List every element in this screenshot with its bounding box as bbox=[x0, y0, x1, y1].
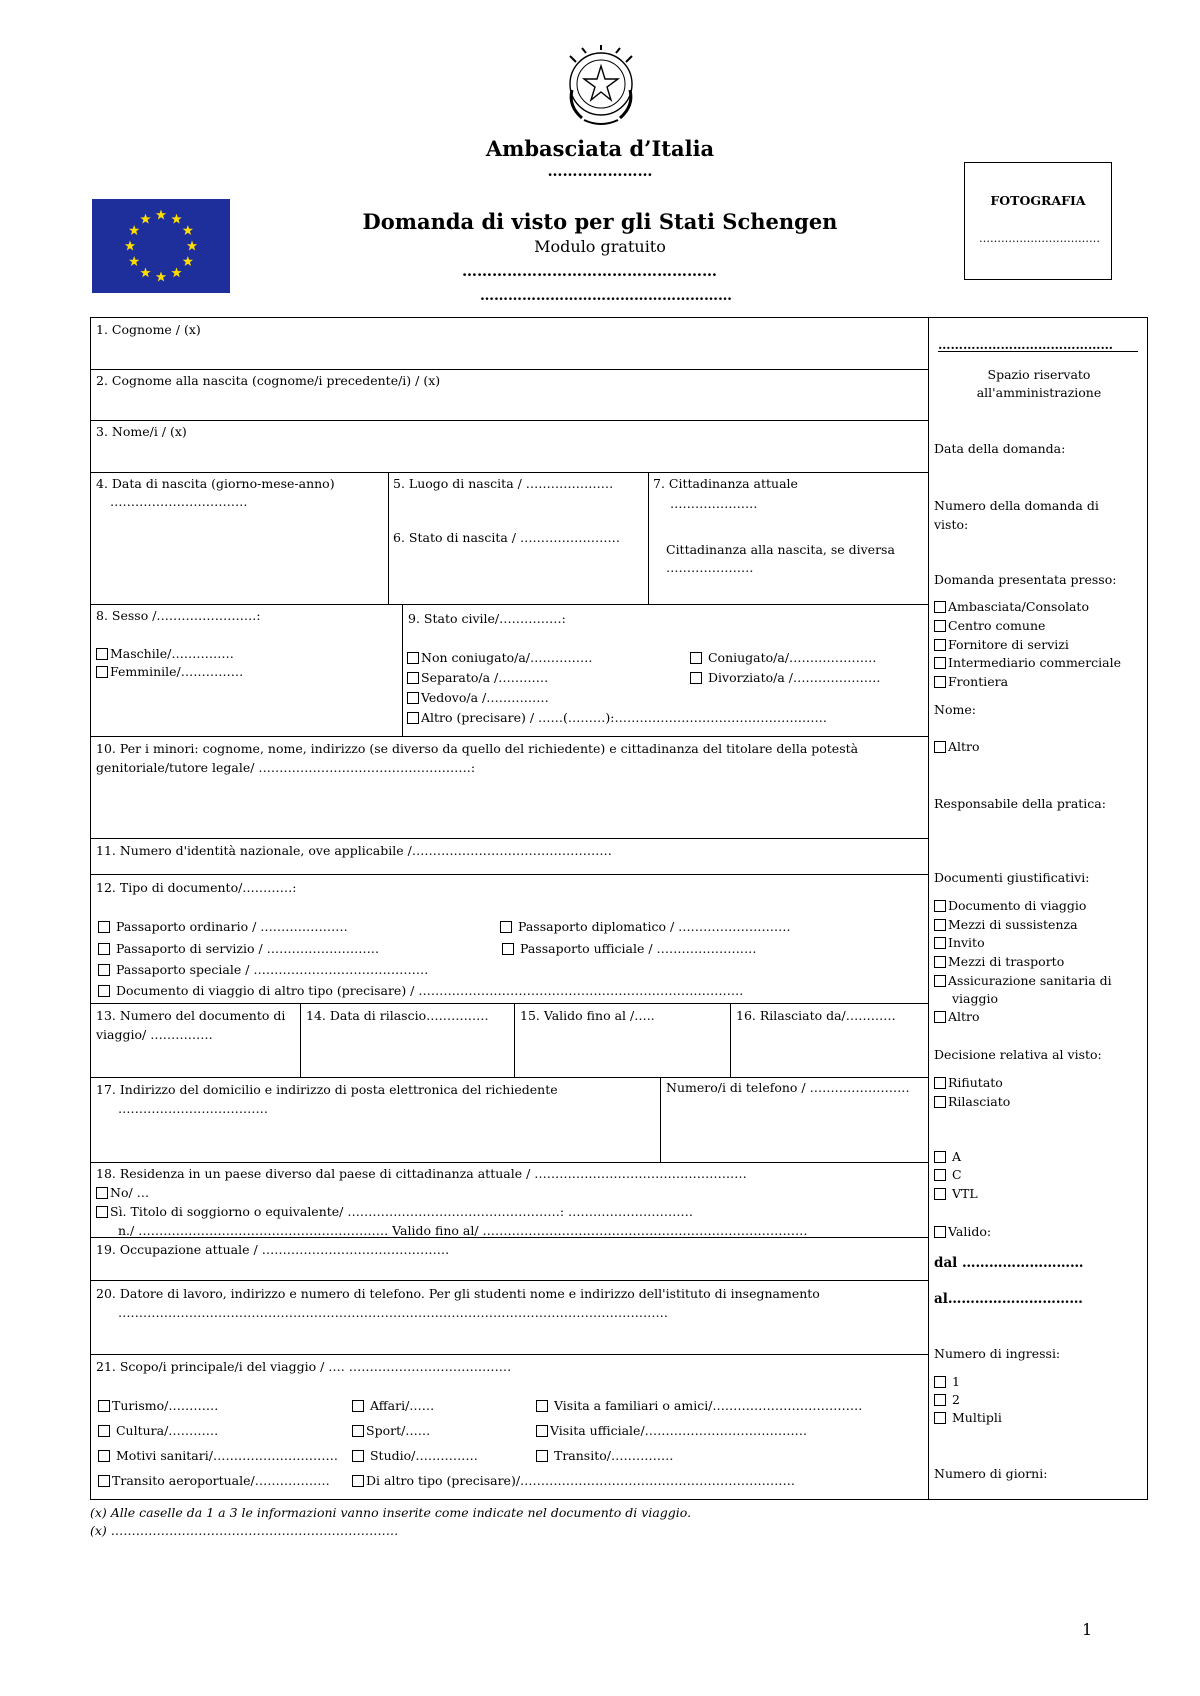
checkbox[interactable] bbox=[98, 1400, 110, 1412]
checkbox[interactable] bbox=[352, 1400, 364, 1412]
visa-type-a-option[interactable]: A bbox=[934, 1149, 961, 1164]
checkbox[interactable] bbox=[934, 676, 946, 688]
submitted-embassy-option[interactable]: Ambasciata/Consolato bbox=[934, 599, 1089, 614]
checkbox[interactable] bbox=[934, 1151, 946, 1163]
field-8-sex: 8. Sesso /……………………: bbox=[96, 608, 261, 623]
checkbox[interactable] bbox=[536, 1450, 548, 1462]
checkbox[interactable] bbox=[96, 666, 108, 678]
name-label: Nome: bbox=[934, 702, 976, 717]
checkbox[interactable] bbox=[96, 1187, 108, 1199]
field-7-birth-citizenship[interactable]: Cittadinanza alla nascita, se diversa bbox=[666, 542, 895, 557]
checkbox[interactable] bbox=[500, 921, 512, 933]
header-dots-2: ……………………………………………… bbox=[480, 288, 732, 304]
residence-yes-option[interactable]: Sì. Titolo di soggiorno o equivalente/ ……………………………………………: ………………………… bbox=[96, 1204, 693, 1219]
checkbox[interactable] bbox=[98, 1425, 110, 1437]
field-7-citizenship[interactable]: 7. Cittadinanza attuale bbox=[653, 476, 798, 491]
embassy-dots: ………………… bbox=[547, 162, 653, 180]
checkbox[interactable] bbox=[407, 652, 419, 664]
doc-insurance-option[interactable]: Assicurazione sanitaria di bbox=[934, 973, 1112, 988]
checkbox[interactable] bbox=[352, 1475, 364, 1487]
checkbox[interactable] bbox=[934, 1376, 946, 1388]
sidebar-dots: …………………………………… bbox=[938, 337, 1113, 352]
field-7-dots: ………………… bbox=[670, 496, 758, 511]
visa-type-vtl-option[interactable]: VTL bbox=[934, 1186, 978, 1201]
field-19-occupation[interactable]: 19. Occupazione attuale / ……………………………………… bbox=[96, 1242, 450, 1257]
field-4-birth-date[interactable]: 4. Data di nascita (giorno-mese-anno) bbox=[96, 476, 335, 491]
submitted-common-center-option[interactable]: Centro comune bbox=[934, 618, 1045, 633]
field-20-dots: …………………………………………………………………………………………………………………… bbox=[118, 1305, 668, 1320]
checkbox[interactable] bbox=[352, 1425, 364, 1437]
marital-widowed-option[interactable]: Vedovo/a /…………… bbox=[407, 690, 549, 705]
checkbox[interactable] bbox=[934, 937, 946, 949]
checkbox[interactable] bbox=[934, 956, 946, 968]
purpose-business-option[interactable]: Affari/…… bbox=[352, 1398, 434, 1413]
doc-service-passport-option[interactable]: Passaporto di servizio / ……………………… bbox=[98, 941, 379, 956]
field-5-birth-place[interactable]: 5. Luogo di nascita / ………………… bbox=[393, 476, 614, 491]
eu-star-icon bbox=[171, 267, 181, 277]
checkbox[interactable] bbox=[934, 1188, 946, 1200]
visa-decision-label: Decisione relativa al visto: bbox=[934, 1047, 1102, 1062]
purpose-transit-option[interactable]: Transito/…………… bbox=[536, 1448, 673, 1463]
purpose-airport-transit-option[interactable]: Transito aeroportuale/……………… bbox=[98, 1473, 330, 1488]
field-13-line2: viaggio/ …………… bbox=[96, 1027, 213, 1042]
marital-other-option[interactable]: Altro (precisare) / ……(………):…………………………………………… bbox=[407, 710, 827, 725]
checkbox[interactable] bbox=[352, 1450, 364, 1462]
field-18-residence: 18. Residenza in un paese diverso dal paese di cittadinanza attuale / …………………………………………… bbox=[96, 1166, 747, 1181]
purpose-culture-option[interactable]: Cultura/………… bbox=[98, 1423, 218, 1438]
entries-1-option[interactable]: 1 bbox=[934, 1374, 960, 1389]
checkbox[interactable] bbox=[536, 1400, 548, 1412]
submitted-at-label: Domanda presentata presso: bbox=[934, 572, 1117, 587]
checkbox[interactable] bbox=[407, 692, 419, 704]
photo-dots: …………………………… bbox=[979, 232, 1100, 245]
doc-diplomatic-passport-option[interactable]: Passaporto diplomatico / ……………………… bbox=[500, 919, 791, 934]
footnote-1: (x) Alle caselle da 1 a 3 le informazioni vanno inserite come indicate nel documento di viaggio. bbox=[90, 1505, 692, 1520]
submitted-service-provider-option[interactable]: Fornitore di servizi bbox=[934, 637, 1069, 652]
field-7b-dots: ………………… bbox=[666, 560, 754, 575]
checkbox[interactable] bbox=[690, 652, 702, 664]
field-20-employer[interactable]: 20. Datore di lavoro, indirizzo e numero di telefono. Per gli studenti nome e indirizzo dell'istituto di insegnamento bbox=[96, 1286, 820, 1301]
purpose-sport-option[interactable]: Sport/…… bbox=[352, 1423, 430, 1438]
purpose-official-visit-option[interactable]: Visita ufficiale/………………………………… bbox=[536, 1423, 807, 1438]
page-number: 1 bbox=[1082, 1620, 1093, 1639]
field-17-address[interactable]: 17. Indirizzo del domicilio e indirizzo di posta elettronica del richiedente bbox=[96, 1082, 558, 1097]
eu-star-icon bbox=[183, 256, 193, 266]
field-10-minors-line2: genitoriale/tutore legale/ ……………………………………………: bbox=[96, 760, 476, 775]
doc-transport-option[interactable]: Mezzi di trasporto bbox=[934, 954, 1064, 969]
doc-other-option[interactable]: Altro bbox=[934, 1009, 980, 1024]
field-15-valid-until[interactable]: 15. Valido fino al /….. bbox=[520, 1008, 655, 1023]
embassy-name: Ambasciata d’Italia bbox=[485, 136, 715, 161]
marital-separated-option[interactable]: Separato/a /………… bbox=[407, 670, 548, 685]
checkbox[interactable] bbox=[934, 601, 946, 613]
sex-female-option[interactable]: Femminile/…………… bbox=[96, 664, 243, 679]
marital-unmarried-option[interactable]: Non coniugato/a/…………… bbox=[407, 650, 593, 665]
field-17-phone[interactable]: Numero/i di telefono / …………………… bbox=[666, 1080, 910, 1095]
application-number-label-2: visto: bbox=[934, 517, 969, 532]
submitted-other-option[interactable]: Altro bbox=[934, 739, 980, 754]
field-3-name[interactable]: 3. Nome/i / (x) bbox=[96, 424, 187, 439]
checkbox[interactable] bbox=[536, 1425, 548, 1437]
purpose-family-visit-option[interactable]: Visita a familiari o amici/……………………………… bbox=[536, 1398, 862, 1413]
entries-2-option[interactable]: 2 bbox=[934, 1392, 960, 1407]
eu-star-icon bbox=[140, 267, 150, 277]
checkbox[interactable] bbox=[934, 1077, 946, 1089]
field-14-issue-date[interactable]: 14. Data di rilascio…………… bbox=[306, 1008, 489, 1023]
checkbox[interactable] bbox=[934, 741, 946, 753]
supporting-documents-label: Documenti giustificativi: bbox=[934, 870, 1090, 885]
field-6-birth-country[interactable]: 6. Stato di nascita / …………………… bbox=[393, 530, 620, 545]
checkbox[interactable] bbox=[98, 943, 110, 955]
checkbox[interactable] bbox=[96, 648, 108, 660]
form-title: Domanda di visto per gli Stati Schengen bbox=[362, 209, 838, 234]
submitted-border-option[interactable]: Frontiera bbox=[934, 674, 1008, 689]
checkbox[interactable] bbox=[934, 1394, 946, 1406]
reserved-space-line2: all'amministrazione bbox=[976, 385, 1102, 400]
checkbox[interactable] bbox=[934, 1169, 946, 1181]
residence-no-option[interactable]: No/ … bbox=[96, 1185, 149, 1200]
number-of-days-label: Numero di giorni: bbox=[934, 1466, 1048, 1481]
checkbox[interactable] bbox=[934, 919, 946, 931]
photo-box bbox=[964, 162, 1112, 280]
purpose-tourism-option[interactable]: Turismo/………… bbox=[98, 1398, 218, 1413]
application-date-label: Data della domanda: bbox=[934, 441, 1066, 456]
field-13-doc-number[interactable]: 13. Numero del documento di bbox=[96, 1008, 286, 1023]
checkbox[interactable] bbox=[98, 985, 110, 997]
checkbox[interactable] bbox=[934, 900, 946, 912]
application-number-label: Numero della domanda di bbox=[934, 498, 1099, 513]
decision-issued-option[interactable]: Rilasciato bbox=[934, 1094, 1010, 1109]
checkbox[interactable] bbox=[407, 712, 419, 724]
field-12-document-type: 12. Tipo di documento/…………: bbox=[96, 880, 297, 895]
checkbox[interactable] bbox=[934, 1412, 946, 1424]
field-9-marital-status: 9. Stato civile/……………: bbox=[408, 611, 566, 626]
checkbox[interactable] bbox=[934, 1096, 946, 1108]
submitted-intermediary-option[interactable]: Intermediario commerciale bbox=[934, 655, 1121, 670]
doc-ordinary-passport-option[interactable]: Passaporto ordinario / ………………… bbox=[98, 919, 348, 934]
field-1-surname[interactable]: 1. Cognome / (x) bbox=[96, 322, 201, 337]
field-10-minors-line1[interactable]: 10. Per i minori: cognome, nome, indirizzo (se diverso da quello del richiedente) e cittadinanza del titolare della potestà bbox=[96, 741, 859, 756]
checkbox[interactable] bbox=[690, 672, 702, 684]
photo-label: FOTOGRAFIA bbox=[990, 193, 1086, 208]
doc-means-subsistence-option[interactable]: Mezzi di sussistenza bbox=[934, 917, 1078, 932]
valid-from-field[interactable]: dal ……………………… bbox=[934, 1255, 1084, 1271]
form-subtitle: Modulo gratuito bbox=[534, 237, 666, 256]
eu-star-icon bbox=[156, 272, 166, 282]
residence-number-line[interactable]: n./ …………………………………………………… Valido fino al/ …………………………………………………………………… bbox=[118, 1223, 808, 1238]
checkbox[interactable] bbox=[98, 1475, 110, 1487]
checkbox[interactable] bbox=[98, 921, 110, 933]
checkbox[interactable] bbox=[934, 657, 946, 669]
purpose-other-option[interactable]: Di altro tipo (precisare)/………………………………………………………… bbox=[352, 1473, 795, 1488]
doc-official-passport-option[interactable]: Passaporto ufficiale / …………………… bbox=[502, 941, 757, 956]
field-4-dots: …………………………… bbox=[110, 494, 248, 509]
footnote-2: (x) …………………………………………………………… bbox=[90, 1523, 399, 1538]
checkbox[interactable] bbox=[502, 943, 514, 955]
field-11-national-id[interactable]: 11. Numero d'identità nazionale, ove applicabile /………………………………………… bbox=[96, 843, 612, 858]
checkbox[interactable] bbox=[934, 620, 946, 632]
checkbox[interactable] bbox=[934, 975, 946, 987]
valid-option[interactable]: Valido: bbox=[934, 1224, 991, 1239]
field-17-dots: ……………………………… bbox=[118, 1101, 268, 1116]
checkbox[interactable] bbox=[98, 1450, 110, 1462]
doc-other-option[interactable]: Documento di viaggio di altro tipo (precisare) / …………………………………………………………………… bbox=[98, 983, 743, 998]
italian-emblem-icon bbox=[562, 44, 640, 130]
decision-refused-option[interactable]: Rifiutato bbox=[934, 1075, 1003, 1090]
marital-married-option[interactable]: Coniugato/a/………………… bbox=[690, 650, 877, 665]
visa-type-c-option[interactable]: C bbox=[934, 1167, 962, 1182]
field-21-purpose: 21. Scopo/i principale/i del viaggio / …. ………………………………… bbox=[96, 1359, 512, 1374]
eu-star-icon bbox=[129, 256, 139, 266]
checkbox[interactable] bbox=[407, 672, 419, 684]
sex-male-option[interactable]: Maschile/…………… bbox=[96, 646, 234, 661]
header-dots-1: …………………………………………… bbox=[462, 262, 717, 280]
entries-multiple-option[interactable]: Multipli bbox=[934, 1410, 1002, 1425]
checkbox[interactable] bbox=[96, 1206, 108, 1218]
field-2-birth-surname[interactable]: 2. Cognome alla nascita (cognome/i precedente/i) / (x) bbox=[96, 373, 441, 388]
valid-to-field[interactable]: al………………………… bbox=[934, 1291, 1083, 1307]
purpose-study-option[interactable]: Studio/…………… bbox=[352, 1448, 478, 1463]
field-16-issued-by[interactable]: 16. Rilasciato da/………… bbox=[736, 1008, 896, 1023]
checkbox[interactable] bbox=[934, 1226, 946, 1238]
marital-divorced-option[interactable]: Divorziato/a /………………… bbox=[690, 670, 881, 685]
reserved-space-line1: Spazio riservato bbox=[987, 367, 1091, 382]
checkbox[interactable] bbox=[934, 639, 946, 651]
doc-invitation-option[interactable]: Invito bbox=[934, 935, 985, 950]
doc-travel-document-option[interactable]: Documento di viaggio bbox=[934, 898, 1086, 913]
purpose-medical-option[interactable]: Motivi sanitari/………………………… bbox=[98, 1448, 338, 1463]
entries-number-label: Numero di ingressi: bbox=[934, 1346, 1061, 1361]
checkbox[interactable] bbox=[98, 964, 110, 976]
case-officer-label: Responsabile della pratica: bbox=[934, 796, 1106, 811]
doc-insurance-line2: viaggio bbox=[952, 991, 999, 1006]
checkbox[interactable] bbox=[934, 1011, 946, 1023]
doc-special-passport-option[interactable]: Passaporto speciale / …………………………………… bbox=[98, 962, 428, 977]
